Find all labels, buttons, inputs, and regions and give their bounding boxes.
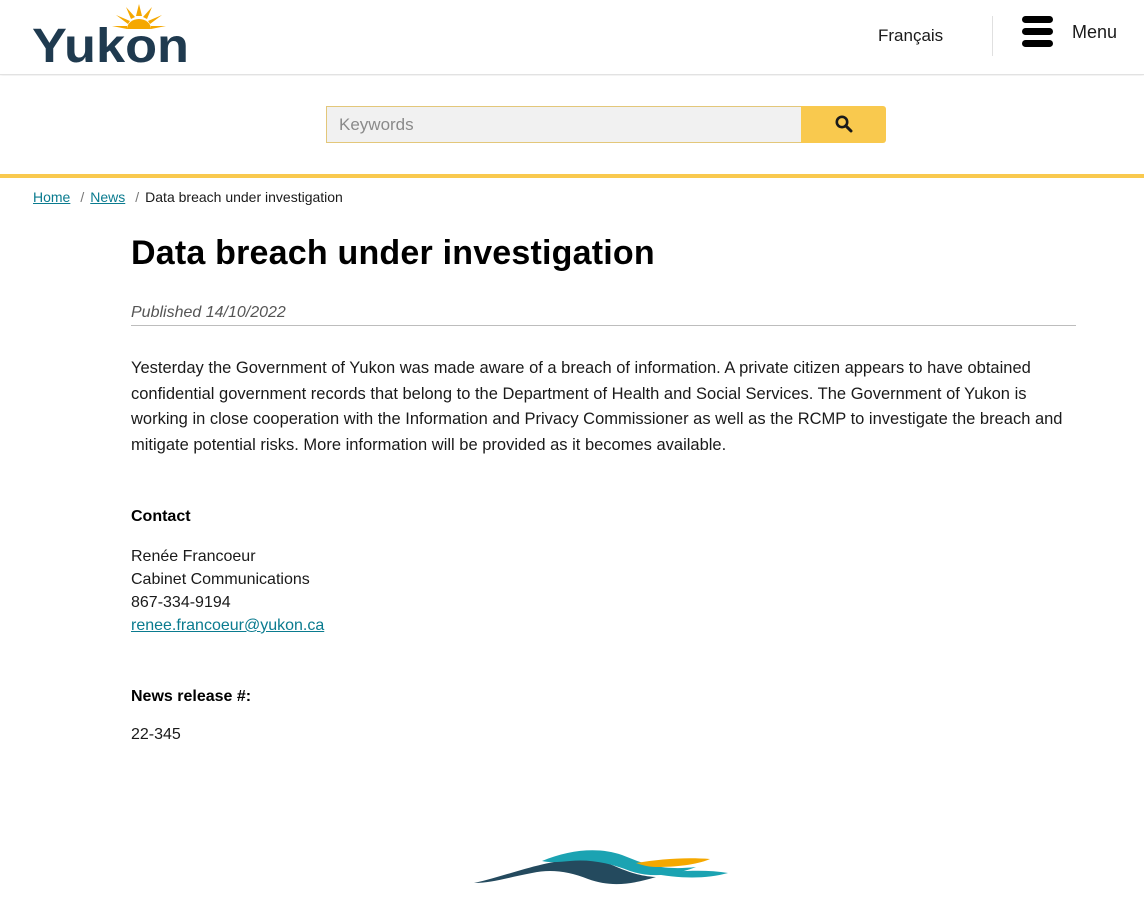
search-input[interactable] xyxy=(326,106,802,143)
contact-department: Cabinet Communications xyxy=(131,571,310,588)
search-button[interactable] xyxy=(801,106,886,143)
breadcrumb-separator: / xyxy=(135,189,140,205)
contact-phone: 867-334-9194 xyxy=(131,594,231,611)
breadcrumb-news-link[interactable]: News xyxy=(90,189,126,205)
contact-email-link[interactable]: renee.francoeur@yukon.ca xyxy=(131,617,325,634)
breadcrumb-separator: / xyxy=(80,189,85,205)
search-band xyxy=(0,76,1144,174)
page-title: Data breach under investigation xyxy=(131,234,655,272)
hamburger-menu-icon xyxy=(1022,14,1053,48)
contact-heading: Contact xyxy=(131,508,191,525)
breadcrumb-home-link[interactable]: Home xyxy=(33,189,71,205)
yukon-logo[interactable] xyxy=(32,2,192,66)
accent-divider xyxy=(0,174,1144,178)
contact-block xyxy=(131,545,324,637)
search-icon xyxy=(835,115,853,133)
published-date: Published 14/10/2022 xyxy=(131,304,286,321)
news-release-number: 22-345 xyxy=(131,726,181,743)
logo-text: Yukon xyxy=(32,20,190,66)
site-header xyxy=(0,0,1144,75)
language-toggle-link[interactable]: Français xyxy=(878,26,944,45)
published-divider xyxy=(131,325,1076,326)
breadcrumb-current: Data breach under investigation xyxy=(145,189,343,205)
news-release-heading: News release #: xyxy=(131,688,252,705)
footer-wave-logo xyxy=(470,845,732,889)
article-body: Yesterday the Government of Yukon was made aware of a breach of information. A private citizen appears to have obtained confidential government records that belong to the Department of Health and Social Services. The Government of Yukon is working in close cooperation with the Information and Privacy Commissioner as well as the RCMP to investigate the breach and mitigate potential risks. More information will be provided as it becomes available. xyxy=(131,359,1063,454)
menu-label: Menu xyxy=(1072,22,1118,42)
breadcrumb xyxy=(33,189,343,205)
header-divider xyxy=(992,16,993,56)
contact-name: Renée Francoeur xyxy=(131,548,256,565)
menu-button[interactable] xyxy=(1022,14,1132,50)
